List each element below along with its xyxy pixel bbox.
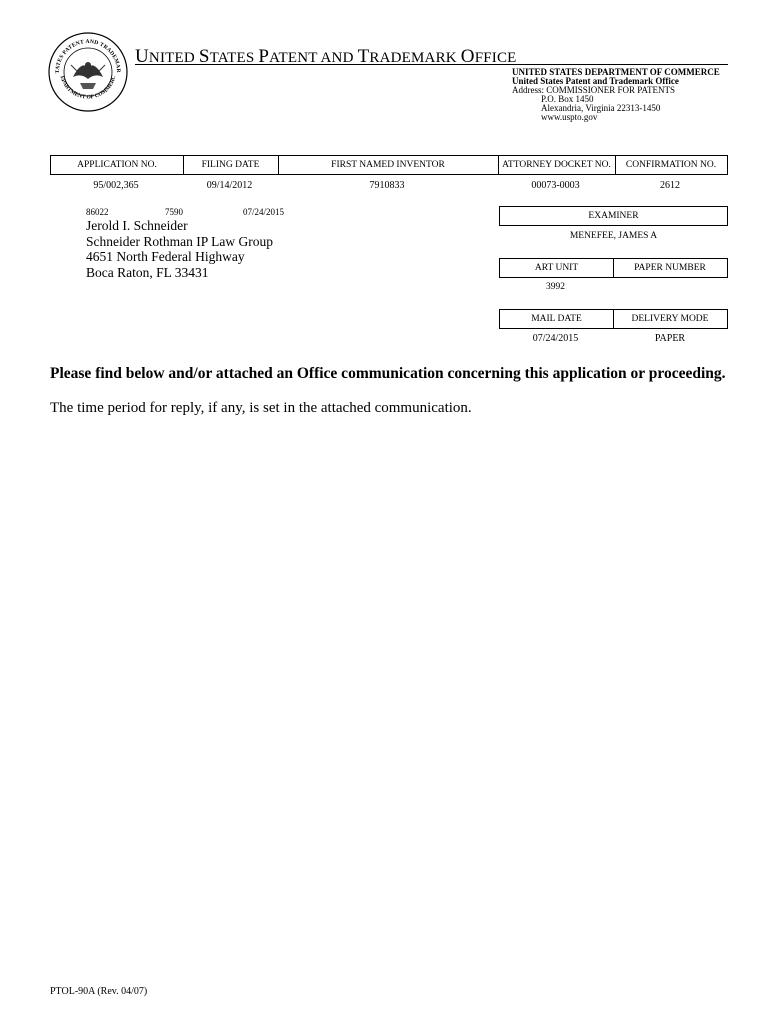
- svg-text:DEPARTMENT OF COMMERCE: EPARTMENT OF COMMERC: [58, 75, 118, 101]
- form-id: PTOL-90A (Rev. 04/07): [50, 986, 148, 997]
- col-application-no: APPLICATION NO.: [77, 160, 157, 170]
- correspondence-code: 7590: [165, 207, 183, 217]
- attorney-docket-value: 00073-0003: [531, 180, 580, 191]
- confirmation-no-value: 2612: [660, 180, 680, 191]
- department-name: UNITED STATES DEPARTMENT OF COMMERCE: [512, 67, 720, 77]
- department-block: [512, 68, 720, 122]
- svg-text:UNITED STATES PATENT AND TRADE: TATES PATENT AND TRADEMAR: [54, 38, 122, 74]
- examiner-name: MENEFEE, JAMES A: [569, 231, 658, 241]
- application-no-value: 95/002,365: [93, 180, 139, 191]
- filing-date-value: 09/14/2012: [206, 180, 253, 191]
- col-filing-date: FILING DATE: [201, 160, 260, 170]
- art-unit-box: [499, 258, 728, 278]
- address-website: www.uspto.gov: [541, 112, 598, 122]
- addressee-street: 4651 North Federal Highway: [86, 249, 245, 264]
- correspondence-address: [86, 218, 273, 280]
- col-confirmation-no: CONFIRMATION NO.: [625, 160, 717, 170]
- header-rule: [135, 64, 728, 65]
- addressee-city: Boca Raton, FL 33431: [86, 264, 209, 280]
- addressee-name: Jerold I. Schneider: [86, 218, 188, 233]
- office-communication-notice: Please find below and/or attached an Office communication concerning this application or proceeding.: [50, 365, 726, 382]
- office-name: United States Patent and Trademark Office: [512, 76, 679, 86]
- address-po-box: P.O. Box 1450: [541, 94, 594, 104]
- address-line: Address: COMMISSIONER FOR PATENTS: [512, 85, 675, 95]
- reply-period-text: The time period for reply, if any, is set in the attached communication.: [50, 400, 472, 416]
- office-title: UNITED STATES PATENT AND TRADEMARK OFFICE: [135, 46, 517, 67]
- examiner-label: EXAMINER: [588, 211, 639, 221]
- col-first-named-inventor: FIRST NAMED INVENTOR: [331, 160, 445, 170]
- col-attorney-docket-no: ATTORNEY DOCKET NO.: [502, 160, 611, 170]
- delivery-mode-value: PAPER: [654, 333, 686, 344]
- mail-date-value: 07/24/2015: [532, 333, 579, 344]
- paper-number-label: PAPER NUMBER: [634, 263, 706, 273]
- application-table-header: [50, 155, 728, 175]
- art-unit-value: 3992: [546, 282, 565, 292]
- customer-number: 86022: [86, 207, 109, 217]
- examiner-box: [499, 206, 728, 226]
- mail-date-label: MAIL DATE: [531, 314, 582, 324]
- mail-box: [499, 309, 728, 329]
- correspondence-date: 07/24/2015: [243, 207, 285, 217]
- delivery-mode-label: DELIVERY MODE: [631, 314, 709, 324]
- addressee-firm: Schneider Rothman IP Law Group: [86, 233, 273, 249]
- address-city: Alexandria, Virginia 22313-1450: [541, 103, 661, 113]
- first-named-inventor-value: 7910833: [369, 180, 405, 191]
- uspto-seal: [47, 31, 129, 113]
- art-unit-label: ART UNIT: [534, 263, 579, 273]
